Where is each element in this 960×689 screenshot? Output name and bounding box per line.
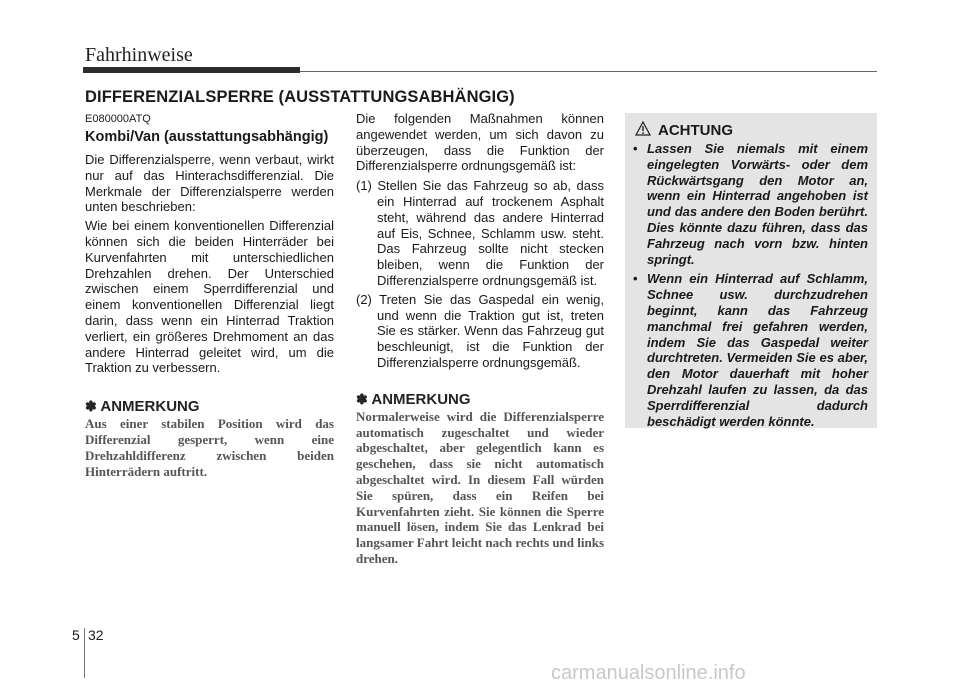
- watermark: carmanualsonline.info: [551, 662, 746, 684]
- step-item: (2) Treten Sie das Gaspedal ein wenig, und wenn die Traktion gut ist, treten Sie es stärker. Wenn das Fahrzeug gut beschleunigt, ist die Funktion der Differenzialsperre ordnungsgemäß.: [356, 291, 604, 370]
- page-header-title: Fahrhinweise: [85, 44, 193, 66]
- step-list: [356, 178, 604, 371]
- warning-box: [625, 113, 877, 428]
- warning-item-text: Wenn ein Hinterrad auf Schlamm, Schnee usw. durchzudrehen beginnt, kann das Fahrzeug manchmal frei gefahren werden, indem Sie das Gaspedal weiter durchtreten. Vermeiden Sie es aber, den Motor dauerhaft mit hoher Drehzahl laufen zu lassen, da das Sperrdifferenzial dadurch beschädigt werden könnte.: [647, 271, 868, 429]
- page-number: 32: [88, 627, 104, 643]
- note-heading: [356, 391, 604, 408]
- reference-code: E080000ATQ: [85, 113, 151, 125]
- note-star-icon: ✽: [356, 390, 368, 407]
- column-middle: [356, 111, 604, 567]
- note-title: ANMERKUNG: [371, 390, 471, 408]
- bullet-icon: •: [633, 141, 638, 156]
- header-rule: [300, 71, 877, 72]
- warning-triangle-icon: [635, 121, 651, 140]
- intro-paragraph: Die folgenden Maßnahmen können angewendet werden, um sich davon zu überzeugen, dass die Funktion der Differenzialsperre ordnungsgemäß ist:: [356, 111, 604, 174]
- bullet-icon: •: [633, 271, 638, 287]
- note-heading: [85, 398, 334, 415]
- warning-list: [633, 141, 868, 433]
- note-text: Normalerweise wird die Differenzialsperre automatisch zugeschaltet und wieder abgeschaltet, aber gelegentlich kann es geschehen, dass sie nicht automatisch abgeschaltet wird. In diesem Fall würden Sie spüren, dass ein Reifen bei Kurvenfahrten zieht. Sie können die Sperre manuell lösen, indem Sie das Lenkrad bei langsamer Fahrt leicht nach rechts und links drehen.: [356, 408, 604, 566]
- warning-title: ACHTUNG: [658, 122, 733, 139]
- warning-header: [635, 121, 733, 140]
- column-left: [85, 111, 334, 479]
- chapter-number: 5: [72, 627, 80, 643]
- section-heading: DIFFERENZIALSPERRE (AUSSTATTUNGSABHÄNGIG): [85, 88, 515, 106]
- paragraph: Wie bei einem konventionellen Differenzial können sich die beiden Hinterräder bei Kurvenfahrten mit unterschiedlichen Drehzahlen drehen. Der Unterschied zwischen einem Sperrdifferenzial und einem konventionellen Differenzial liegt darin, dass wenn ein Hinterrad Traktion verliert, ein größeres Drehmoment an das andere Hinterrad geleitet wird, um die Traktion zu verbessern.: [85, 218, 334, 376]
- paragraph: Die Differenzialsperre, wenn verbaut, wirkt nur auf das Hinterachsdifferenzial. Die Merkmale der Differenzialsperre werden unten beschrieben:: [85, 152, 334, 215]
- footer-divider: [84, 628, 85, 678]
- note-title: ANMERKUNG: [100, 398, 200, 416]
- note-star-icon: ✽: [85, 398, 97, 415]
- step-item: (1) Stellen Sie das Fahrzeug so ab, dass ein Hinterrad auf trockenem Asphalt steht, während das andere Hinterrad auf Eis, Schnee, Schlamm usw. steht. Das Fahrzeug sollte nicht stecken bleiben, wenn die Funktion der Differenzialsperre ordnungsgemäß ist.: [356, 178, 604, 288]
- header-bar: [83, 67, 300, 73]
- note-text: Aus einer stabilen Position wird das Differenzial gesperrt, wenn eine Drehzahldifferenz zwischen beiden Hinterrädern auftritt.: [85, 416, 334, 479]
- subheading: Kombi/Van (ausstattungsabhängig): [85, 129, 329, 145]
- warning-item: [633, 271, 868, 429]
- warning-item-text: Lassen Sie niemals mit einem eingelegten Vorwärts- oder dem Rückwärtsgang den Motor an, wenn ein Hinterrad angehoben ist und das andere den Boden berührt. Dies könnte dazu führen, dass das Fahrzeug nach vorn bzw. hinten springt.: [647, 141, 868, 267]
- warning-item: [633, 141, 868, 267]
